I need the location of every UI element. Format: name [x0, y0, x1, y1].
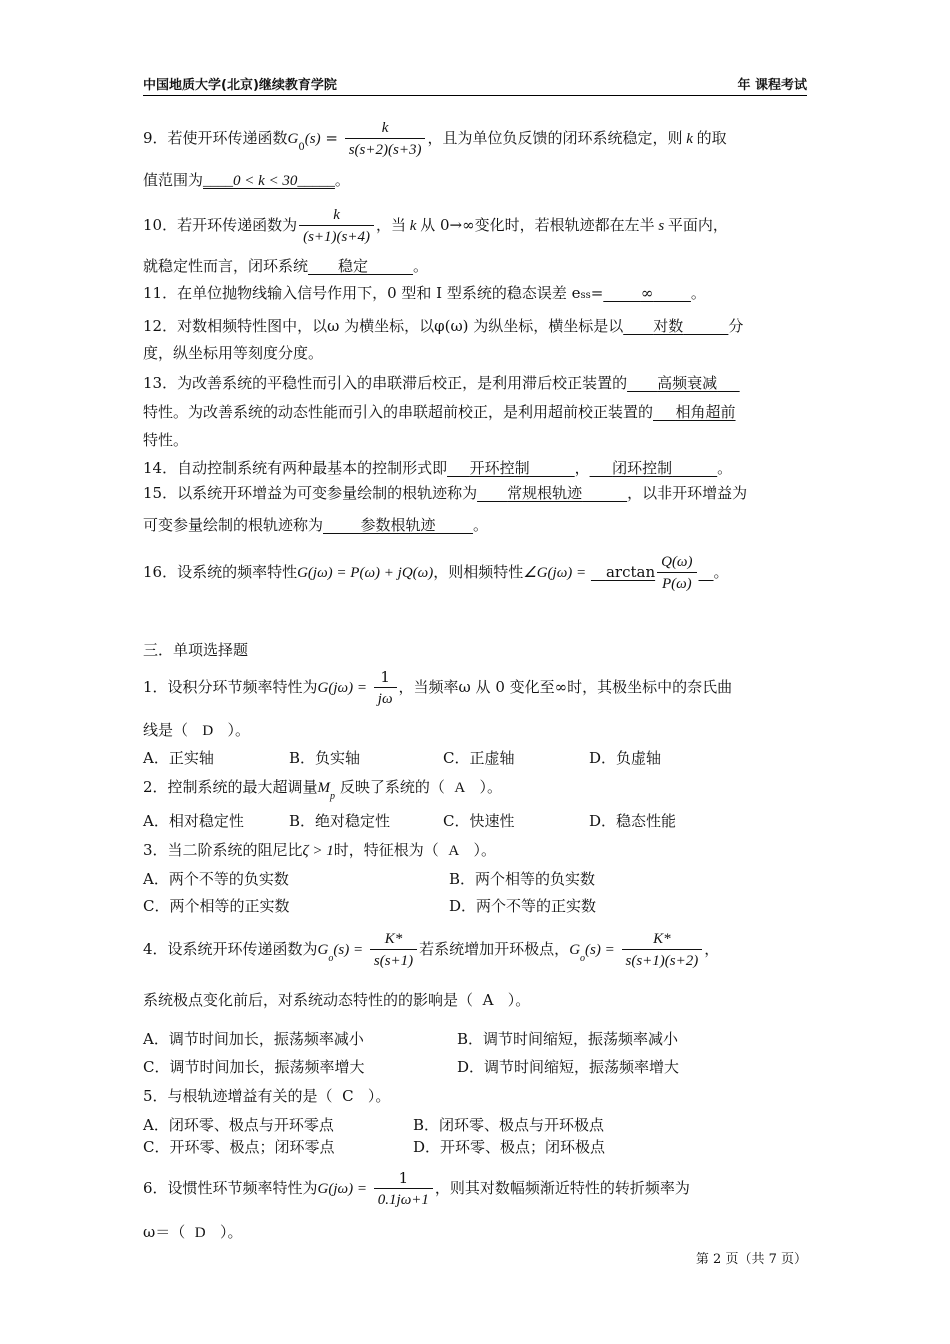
option-b: B．绝对稳定性 — [289, 812, 391, 830]
option-d: D．稳态性能 — [589, 812, 677, 830]
option-b: B．负实轴 — [289, 749, 361, 767]
header-rule — [143, 95, 807, 96]
page-header — [143, 72, 807, 94]
option-c: C．开环零、极点；闭环零点 — [143, 1138, 335, 1156]
question-10: 10．若开环传递函数为 $\frac{k}{(s+1)(s+4)}$ ，当 k 从 0→∞变化时，若根轨迹都在左半 s 平面内， — [143, 207, 728, 245]
q10-fraction: $\frac{k}{(s+1)(s+4)}$ — [299, 205, 374, 247]
choice-question-6: 6．设惯性环节频率特性为G(jω) = $\frac{1}{0.1j\omega+1}$ ，则其对数幅频渐近特性的转折频率为 — [143, 1169, 690, 1208]
q9-fraction: $\frac{k}{s(s+2)(s+3)}$ — [345, 118, 426, 160]
question-9: 9．若使开环传递函数$G_0(s)$ = $\frac{k}{s(s+2)(s+3)}$ ，且为单位负反馈的闭环系统稳定，则 k 的取 — [143, 120, 727, 158]
question-15: 15．以系统开环增益为可变参量绘制的根轨迹称为____常规根轨迹______，以非开环增益为 — [143, 484, 748, 502]
header-course: 年 课程考试 — [737, 78, 807, 93]
q16-fraction: $\frac{Q(\omega)}{P(\omega)}$ — [657, 552, 696, 594]
choice-question-1-line2: 线是（ D ）。 — [143, 721, 250, 739]
option-c: C．快速性 — [443, 812, 515, 830]
question-16: 16．设系统的频率特性G(jω) = P(ω) + jQ(ω)，则相频特性∠G(jω) = __arctan $\frac{Q(\omega)}{P(\omega)}$ __。 — [143, 554, 729, 592]
option-c: C．调节时间加长，振荡频率增大 — [143, 1058, 365, 1076]
question-11: 11．在单位抛物线输入信号作用下，0 型和 I 型系统的稳态误差 ess=_____∞_____。 — [143, 284, 706, 302]
question-15-line2: 可变参量绘制的根轨迹称为_____参数根轨迹_____。 — [143, 516, 489, 534]
option-b: B．两个相等的负实数 — [449, 870, 596, 888]
option-d: D．两个不等的正实数 — [449, 897, 597, 915]
option-d: D．开环零、极点；闭环极点 — [413, 1138, 606, 1156]
choice-question-6-line2: ω＝（ D ）。 — [143, 1223, 243, 1241]
question-9-line2: 值范围为____0 < k < 30_____。 — [143, 171, 350, 189]
option-a: A．两个不等的负实数 — [143, 870, 289, 888]
choice-question-3: 3．当二阶系统的阻尼比ζ > 1时，特征根为（ A ）。 — [143, 841, 496, 859]
option-d: D．负虚轴 — [589, 749, 662, 767]
answer-blank: ____0 < k < 30_____ — [203, 173, 335, 189]
option-a: A．调节时间加长，振荡频率减小 — [143, 1030, 364, 1048]
option-a: A．正实轴 — [143, 749, 214, 767]
question-10-line2: 就稳定性而言，闭环系统____稳定______。 — [143, 257, 429, 275]
question-13-line2: 特性。为改善系统的动态性能而引入的串联超前校正，是利用超前校正装置的___相角超前 — [143, 403, 736, 421]
option-c: C．两个相等的正实数 — [143, 897, 290, 915]
option-b: B．闭环零、极点与开环极点 — [413, 1116, 605, 1134]
choice-question-2: 2．控制系统的最大超调量$M_p$ 反映了系统的（ A ）。 — [143, 778, 503, 802]
choice-question-4: 4．设系统开环传递函数为$G_o(s)$ = $\frac{K*}{s(s+1)}$ 若系统增加开环极点，$G_o(s)$ = $\frac{K*}{s(s+1)(s+2)}$ ， — [143, 931, 720, 969]
question-13-line3: 特性。 — [143, 431, 189, 449]
choice-question-5: 5．与根轨迹增益有关的是（ C ）。 — [143, 1087, 391, 1105]
header-institution: 中国地质大学(北京)继续教育学院 — [143, 78, 337, 93]
choice-question-1: 1．设积分环节频率特性为G(jω) = $\frac{1}{j\omega}$ ，当频率ω 从 0 变化至∞时，其极坐标中的奈氏曲 — [143, 668, 733, 707]
page-number: 第 2 页（共 7 页） — [695, 1252, 807, 1267]
question-14: 14．自动控制系统有两种最基本的控制形式即___开环控制______，___闭环控制______。 — [143, 459, 733, 477]
question-13: 13．为改善系统的平稳性而引入的串联滞后校正，是利用滞后校正装置的____高频衰减___ — [143, 374, 740, 392]
question-12: 12．对数相频特性图中，以ω 为横坐标，以φ(ω) 为纵坐标，横坐标是以____对数______分 — [143, 317, 744, 335]
choice-question-4-line2: 系统极点变化前后，对系统动态特性的的影响是（ A ）。 — [143, 991, 531, 1009]
option-b: B．调节时间缩短，振荡频率减小 — [457, 1030, 679, 1048]
option-a: A．相对稳定性 — [143, 812, 244, 830]
section-title: 三．单项选择题 — [143, 641, 249, 659]
option-d: D．调节时间缩短，振荡频率增大 — [457, 1058, 680, 1076]
question-12-line2: 度，纵坐标用等刻度分度。 — [143, 344, 324, 362]
option-a: A．闭环零、极点与开环零点 — [143, 1116, 334, 1134]
option-c: C．正虚轴 — [443, 749, 515, 767]
